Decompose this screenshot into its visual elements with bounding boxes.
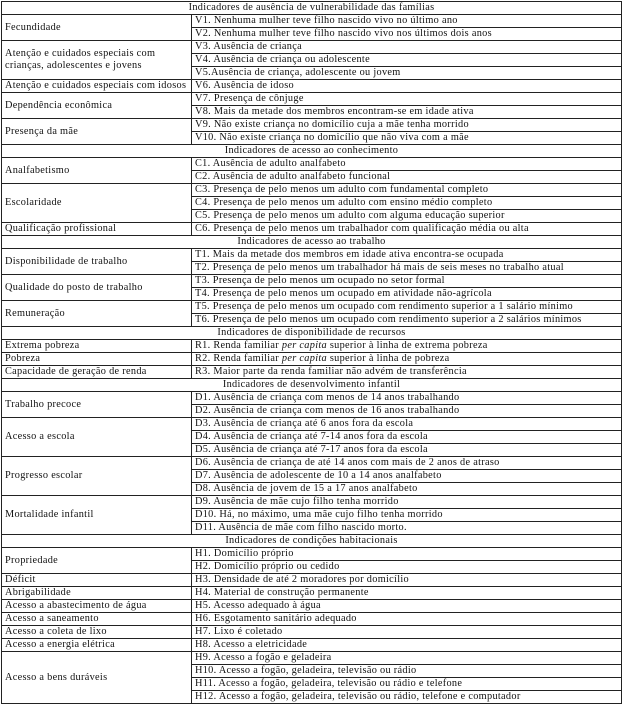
indicator-cell: H3. Densidade de até 2 moradores por domicílio	[192, 574, 622, 587]
indicator-row	[2, 80, 622, 93]
indicator-cell: C1. Ausência de adulto analfabeto	[192, 158, 622, 171]
category-cell: Acesso a bens duráveis	[2, 652, 192, 704]
section-title: Indicadores de disponibilidade de recursos	[2, 327, 622, 340]
indicator-row	[2, 353, 622, 366]
indicator-row	[2, 626, 622, 639]
category-cell: Atenção e cuidados especiais com crianças, adolescentes e jovens	[2, 41, 192, 80]
indicator-row	[2, 639, 622, 652]
indicator-cell: D3. Ausência de criança até 6 anos fora da escola	[192, 418, 622, 431]
indicator-row	[2, 392, 622, 405]
indicator-cell: V6. Ausência de idoso	[192, 80, 622, 93]
indicator-cell: D7. Ausência de adolescente de 10 a 14 anos analfabeto	[192, 470, 622, 483]
section-title: Indicadores de desenvolvimento infantil	[2, 379, 622, 392]
indicator-row	[2, 587, 622, 600]
category-cell: Acesso a coleta de lixo	[2, 626, 192, 639]
indicator-cell: C2. Ausência de adulto analfabeto funcional	[192, 171, 622, 184]
section-header-row	[2, 327, 622, 340]
indicator-cell: V5.Ausência de criança, adolescente ou jovem	[192, 67, 622, 80]
indicator-row	[2, 184, 622, 197]
indicator-cell: V2. Nenhuma mulher teve filho nascido vivo nos últimos dois anos	[192, 28, 622, 41]
category-cell: Pobreza	[2, 353, 192, 366]
indicator-cell: C5. Presença de pelo menos um adulto com alguma educação superior	[192, 210, 622, 223]
indicator-row	[2, 418, 622, 431]
section-header-row	[2, 379, 622, 392]
indicator-cell: D9. Ausência de mãe cujo filho tenha morrido	[192, 496, 622, 509]
indicator-cell: C3. Presença de pelo menos um adulto com fundamental completo	[192, 184, 622, 197]
category-cell: Acesso a saneamento	[2, 613, 192, 626]
indicator-cell: H1. Domicílio próprio	[192, 548, 622, 561]
category-cell: Qualidade do posto de trabalho	[2, 275, 192, 301]
indicator-cell: V3. Ausência de criança	[192, 41, 622, 54]
indicator-cell: T5. Presença de pelo menos um ocupado com rendimento superior a 1 salário mínimo	[192, 301, 622, 314]
indicators-table-body	[2, 2, 622, 704]
indicator-cell: D1. Ausência de criança com menos de 14 anos trabalhando	[192, 392, 622, 405]
category-cell: Progresso escolar	[2, 457, 192, 496]
indicator-row	[2, 340, 622, 353]
indicator-cell: R3. Maior parte da renda familiar não advém de transferência	[192, 366, 622, 379]
category-cell: Mortalidade infantil	[2, 496, 192, 535]
indicator-cell: T3. Presença de pelo menos um ocupado no setor formal	[192, 275, 622, 288]
category-cell: Capacidade de geração de renda	[2, 366, 192, 379]
indicator-cell: D2. Ausência de criança com menos de 16 anos trabalhando	[192, 405, 622, 418]
indicator-cell: V10. Não existe criança no domicílio que não viva com a mãe	[192, 132, 622, 145]
indicator-cell: H10. Acesso a fogão, geladeira, televisão ou rádio	[192, 665, 622, 678]
section-title: Indicadores de condições habitacionais	[2, 535, 622, 548]
indicator-row	[2, 301, 622, 314]
category-cell: Dependência econômica	[2, 93, 192, 119]
section-header-row	[2, 535, 622, 548]
indicator-row	[2, 41, 622, 54]
indicator-cell: V7. Presença de cônjuge	[192, 93, 622, 106]
indicator-cell: V9. Não existe criança no domicílio cuja a mãe tenha morrido	[192, 119, 622, 132]
category-cell: Extrema pobreza	[2, 340, 192, 353]
indicator-cell: C6. Presença de pelo menos um trabalhador com qualificação média ou alta	[192, 223, 622, 236]
indicator-row	[2, 119, 622, 132]
indicators-table	[1, 1, 622, 704]
section-header-row	[2, 236, 622, 249]
indicator-row	[2, 457, 622, 470]
indicator-row	[2, 223, 622, 236]
section-header-row	[2, 145, 622, 158]
indicator-cell: H5. Acesso adequado à água	[192, 600, 622, 613]
indicator-cell: H7. Lixo é coletado	[192, 626, 622, 639]
indicator-cell: C4. Presença de pelo menos um adulto com ensino médio completo	[192, 197, 622, 210]
indicator-row	[2, 600, 622, 613]
indicator-row	[2, 652, 622, 665]
category-cell: Acesso a energia elétrica	[2, 639, 192, 652]
indicator-cell: D8. Ausência de jovem de 15 a 17 anos analfabeto	[192, 483, 622, 496]
indicator-cell: H4. Material de construção permanente	[192, 587, 622, 600]
indicator-cell: D6. Ausência de criança de até 14 anos com mais de 2 anos de atraso	[192, 457, 622, 470]
indicator-cell: D10. Há, no máximo, uma mãe cujo filho tenha morrido	[192, 509, 622, 522]
indicator-row	[2, 93, 622, 106]
category-cell: Fecundidade	[2, 15, 192, 41]
indicator-cell: D4. Ausência de criança até 7-14 anos fora da escola	[192, 431, 622, 444]
indicator-cell: H6. Esgotamento sanitário adequado	[192, 613, 622, 626]
section-title: Indicadores de acesso ao trabalho	[2, 236, 622, 249]
indicator-cell: H12. Acesso a fogão, geladeira, televisão ou rádio, telefone e computador	[192, 691, 622, 704]
indicator-cell: V1. Nenhuma mulher teve filho nascido vivo no último ano	[192, 15, 622, 28]
category-cell: Abrigabilidade	[2, 587, 192, 600]
indicator-cell: H8. Acesso a eletricidade	[192, 639, 622, 652]
indicator-cell: T2. Presença de pelo menos um trabalhador há mais de seis meses no trabalho atual	[192, 262, 622, 275]
indicator-row	[2, 574, 622, 587]
indicator-cell: H2. Domicílio próprio ou cedido	[192, 561, 622, 574]
category-cell: Escolaridade	[2, 184, 192, 223]
indicator-cell: H9. Acesso a fogão e geladeira	[192, 652, 622, 665]
indicator-row	[2, 275, 622, 288]
indicator-cell: D5. Ausência de criança até 7-17 anos fora da escola	[192, 444, 622, 457]
indicator-row	[2, 548, 622, 561]
indicator-row	[2, 15, 622, 28]
indicator-cell: H11. Acesso a fogão, geladeira, televisão ou rádio e telefone	[192, 678, 622, 691]
indicator-cell: R2. Renda familiar per capita superior à linha de pobreza	[192, 353, 622, 366]
category-cell: Atenção e cuidados especiais com idosos	[2, 80, 192, 93]
indicator-cell: T1. Mais da metade dos membros em idade ativa encontra-se ocupada	[192, 249, 622, 262]
italic-term: per capita	[281, 340, 327, 351]
indicator-row	[2, 613, 622, 626]
section-title: Indicadores de ausência de vulnerabilidade das famílias	[2, 2, 622, 15]
indicator-cell: R1. Renda familiar per capita superior à linha de extrema pobreza	[192, 340, 622, 353]
indicator-row	[2, 158, 622, 171]
indicator-row	[2, 249, 622, 262]
category-cell: Disponibilidade de trabalho	[2, 249, 192, 275]
indicator-row	[2, 496, 622, 509]
indicator-cell: V8. Mais da metade dos membros encontram-se em idade ativa	[192, 106, 622, 119]
indicator-cell: V4. Ausência de criança ou adolescente	[192, 54, 622, 67]
category-cell: Analfabetismo	[2, 158, 192, 184]
category-cell: Acesso a abastecimento de água	[2, 600, 192, 613]
indicator-cell: D11. Ausência de mãe com filho nascido morto.	[192, 522, 622, 535]
category-cell: Acesso a escola	[2, 418, 192, 457]
section-header-row	[2, 2, 622, 15]
section-title: Indicadores de acesso ao conhecimento	[2, 145, 622, 158]
category-cell: Qualificação profissional	[2, 223, 192, 236]
category-cell: Propriedade	[2, 548, 192, 574]
category-cell: Trabalho precoce	[2, 392, 192, 418]
category-cell: Remuneração	[2, 301, 192, 327]
indicator-cell: T4. Presença de pelo menos um ocupado em atividade não-agrícola	[192, 288, 622, 301]
category-cell: Déficit	[2, 574, 192, 587]
indicator-cell: T6. Presença de pelo menos um ocupado com rendimento superior a 2 salários mínimos	[192, 314, 622, 327]
indicator-row	[2, 366, 622, 379]
category-cell: Presença da mãe	[2, 119, 192, 145]
italic-term: per capita	[281, 353, 327, 364]
